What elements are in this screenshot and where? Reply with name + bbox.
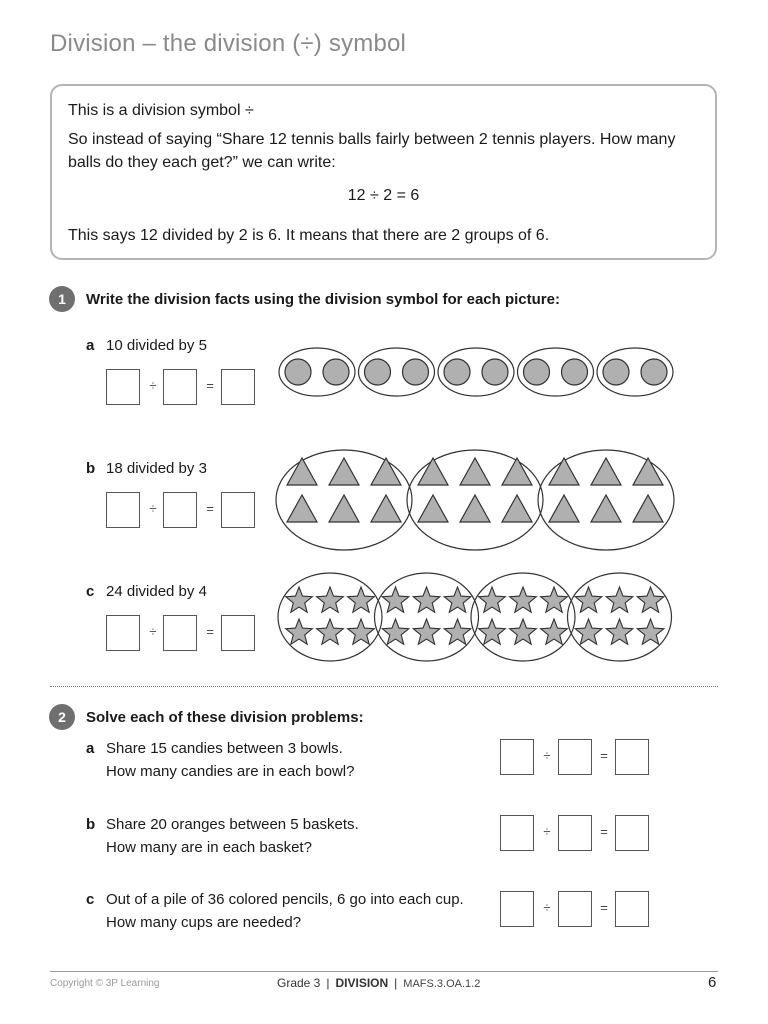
q1b-answer-row xyxy=(106,492,258,530)
q2b-divisor-box[interactable] xyxy=(558,815,592,851)
circle-counter xyxy=(365,359,391,385)
triangle-counter xyxy=(371,458,401,485)
triangle-counter xyxy=(633,458,663,485)
q1c-divisor-box[interactable] xyxy=(163,615,197,651)
q2c-dividend-box[interactable] xyxy=(500,891,534,927)
star-counter xyxy=(348,619,375,644)
divide-sign: ÷ xyxy=(543,748,551,763)
q2b-line-2: How many are in each basket? xyxy=(106,839,312,856)
star-counter xyxy=(382,619,409,644)
star-counter xyxy=(413,619,440,644)
star-counter xyxy=(479,587,506,612)
triangle-counter xyxy=(287,495,317,522)
triangle-counter xyxy=(549,495,579,522)
q2c-quotient-box[interactable] xyxy=(615,891,649,927)
star-counter xyxy=(317,619,344,644)
q1c-quotient-box[interactable] xyxy=(221,615,255,651)
q1a-dividend-box[interactable] xyxy=(106,369,140,405)
triangle-counter xyxy=(418,458,448,485)
section-divider xyxy=(50,686,718,687)
q2c-letter: c xyxy=(86,891,95,908)
triangle-counter xyxy=(460,495,490,522)
q1a-text: 10 divided by 5 xyxy=(106,337,207,354)
star-counter xyxy=(606,587,633,612)
q2c-divisor-box[interactable] xyxy=(558,891,592,927)
star-counter xyxy=(510,587,537,612)
star-counter xyxy=(348,587,375,612)
q2a-letter: a xyxy=(86,740,95,757)
question-2-badge: 2 xyxy=(49,704,75,730)
circle-counter xyxy=(482,359,508,385)
footer-separator: | xyxy=(326,976,330,990)
question-2-instruction: Solve each of these division problems: xyxy=(86,709,364,726)
equals-sign: = xyxy=(206,624,214,639)
divide-sign: ÷ xyxy=(149,501,157,516)
q1a-letter: a xyxy=(86,337,95,354)
q2b-line-1: Share 20 oranges between 5 baskets. xyxy=(106,816,359,833)
q1c-answer-row xyxy=(106,615,258,653)
q2a-dividend-box[interactable] xyxy=(500,739,534,775)
triangle-counter xyxy=(418,495,448,522)
triangle-counter xyxy=(329,495,359,522)
footer-separator: | xyxy=(394,976,398,990)
triangle-counter xyxy=(502,495,532,522)
page-title: Division – the division (÷) symbol xyxy=(50,30,407,57)
q1b-divisor-box[interactable] xyxy=(163,492,197,528)
divide-sign: ÷ xyxy=(149,624,157,639)
info-line-2: So instead of saying “Share 12 tennis balls fairly between 2 tennis players. How many balls do they each get?” we can write: xyxy=(68,131,676,171)
star-counter xyxy=(510,619,537,644)
star-counter xyxy=(317,587,344,612)
star-counter xyxy=(382,587,409,612)
star-counter xyxy=(575,587,602,612)
star-counter xyxy=(541,587,568,612)
equals-sign: = xyxy=(600,900,608,915)
q1c-dividend-box[interactable] xyxy=(106,615,140,651)
footer-topic: DIVISION xyxy=(335,976,389,990)
star-counter xyxy=(606,619,633,644)
equals-sign: = xyxy=(206,378,214,393)
q1a-answer-row xyxy=(106,369,258,407)
triangle-counter xyxy=(329,458,359,485)
q2c-line-2: How many cups are needed? xyxy=(106,914,302,931)
circle-counter xyxy=(562,359,588,385)
star-counter xyxy=(286,619,313,644)
q1c-text: 24 divided by 4 xyxy=(106,583,207,600)
q2a-quotient-box[interactable] xyxy=(615,739,649,775)
q2b-quotient-box[interactable] xyxy=(615,815,649,851)
star-counter xyxy=(444,619,471,644)
question-1-instruction: Write the division facts using the division symbol for each picture: xyxy=(86,291,560,308)
info-line-1: This is a division symbol ÷ xyxy=(68,102,254,119)
info-box xyxy=(50,84,717,260)
divide-sign: ÷ xyxy=(149,378,157,393)
equals-sign: = xyxy=(600,824,608,839)
triangle-counter xyxy=(287,458,317,485)
q1b-letter: b xyxy=(86,460,96,477)
circle-counter xyxy=(285,359,311,385)
q1b-quotient-box[interactable] xyxy=(221,492,255,528)
star-counter xyxy=(413,587,440,612)
q1c-letter: c xyxy=(86,583,95,600)
circle-counter xyxy=(403,359,429,385)
q2a-divisor-box[interactable] xyxy=(558,739,592,775)
q1a-divisor-box[interactable] xyxy=(163,369,197,405)
triangle-counter xyxy=(591,495,621,522)
footer-grade: Grade 3 xyxy=(277,976,321,990)
star-counter xyxy=(541,619,568,644)
footer-info xyxy=(277,976,480,990)
q2b-answer-row xyxy=(500,815,652,853)
circle-counter xyxy=(524,359,550,385)
equals-sign: = xyxy=(206,501,214,516)
circle-counter xyxy=(444,359,470,385)
circle-counter xyxy=(603,359,629,385)
q1c-star-groups-picture xyxy=(276,570,678,664)
star-counter xyxy=(479,619,506,644)
footer-standard: MAFS.3.OA.1.2 xyxy=(403,978,481,990)
q2a-line-1: Share 15 candies between 3 bowls. xyxy=(106,740,343,757)
equals-sign: = xyxy=(600,748,608,763)
footer-rule xyxy=(50,971,718,972)
circle-counter xyxy=(323,359,349,385)
q1a-circle-groups-picture xyxy=(276,344,676,400)
star-counter xyxy=(444,587,471,612)
q2a-line-2: How many candies are in each bowl? xyxy=(106,763,355,780)
info-line-4: This says 12 divided by 2 is 6. It means that there are 2 groups of 6. xyxy=(68,227,550,244)
q1b-dividend-box[interactable] xyxy=(106,492,140,528)
star-counter xyxy=(286,587,313,612)
triangle-counter xyxy=(633,495,663,522)
triangle-counter xyxy=(591,458,621,485)
q2c-answer-row xyxy=(500,891,652,929)
info-equation: 12 ÷ 2 = 6 xyxy=(347,187,420,204)
triangle-counter xyxy=(549,458,579,485)
star-counter xyxy=(575,619,602,644)
divide-sign: ÷ xyxy=(543,824,551,839)
star-counter xyxy=(637,587,664,612)
divide-sign: ÷ xyxy=(543,900,551,915)
copyright-text: Copyright © 3P Learning xyxy=(50,978,160,989)
q2b-dividend-box[interactable] xyxy=(500,815,534,851)
page-number: 6 xyxy=(708,974,717,991)
star-counter xyxy=(637,619,664,644)
triangle-counter xyxy=(502,458,532,485)
circle-counter xyxy=(641,359,667,385)
q2a-answer-row xyxy=(500,739,652,777)
q1b-triangle-groups-picture xyxy=(272,448,682,552)
triangle-counter xyxy=(460,458,490,485)
q1a-quotient-box[interactable] xyxy=(221,369,255,405)
question-1-badge: 1 xyxy=(49,286,75,312)
q2b-letter: b xyxy=(86,816,96,833)
q1b-text: 18 divided by 3 xyxy=(106,460,207,477)
triangle-counter xyxy=(371,495,401,522)
q2c-line-1: Out of a pile of 36 colored pencils, 6 go into each cup. xyxy=(106,891,464,908)
